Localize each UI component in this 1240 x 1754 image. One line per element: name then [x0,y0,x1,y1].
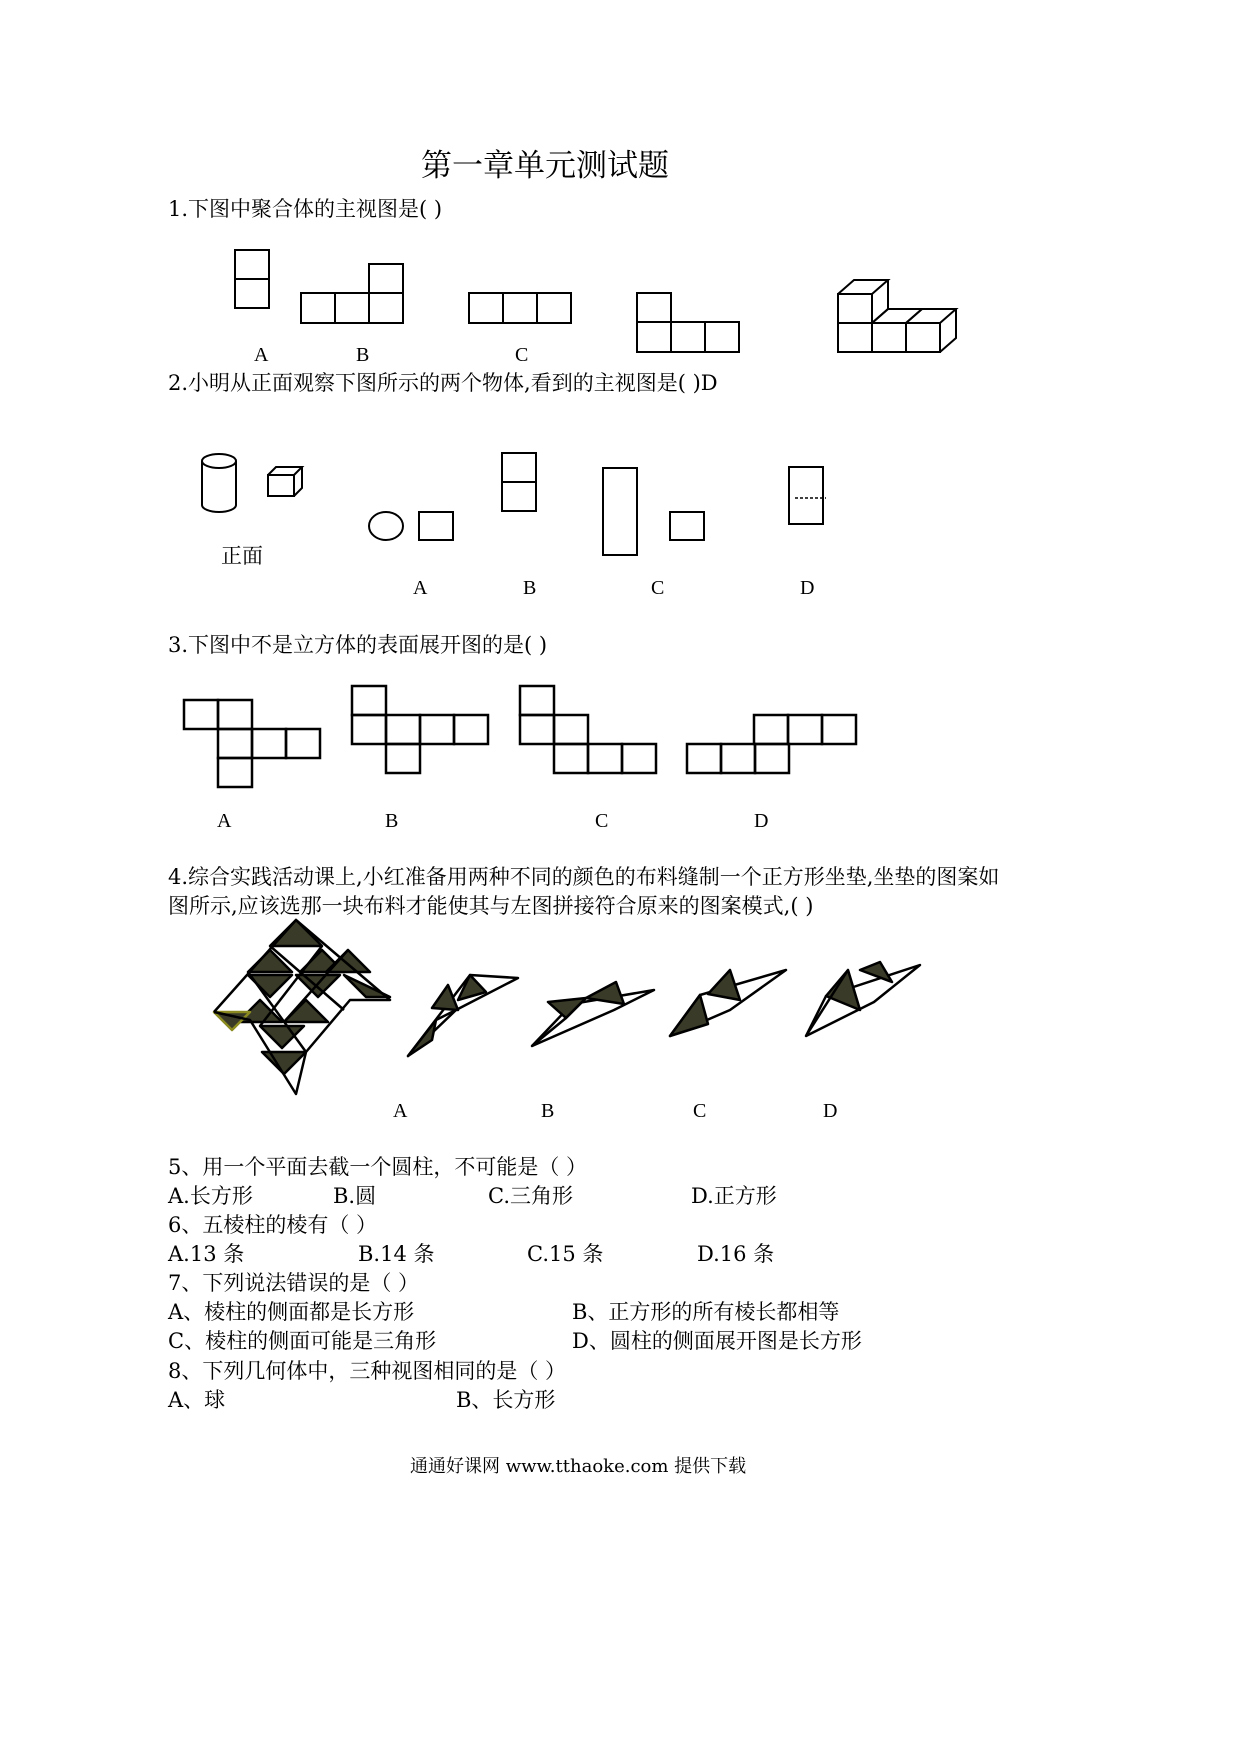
q2-option-d-label: D [800,577,815,599]
q3-option-b-label: B [385,810,399,832]
q6-option-a: A.13 条 [168,1242,245,1266]
q4-option-c-strip [670,966,786,1036]
q7-option-d: D、圆柱的侧面展开图是长方形 [572,1329,862,1353]
q1-option-c-label: C [515,344,529,366]
question-7-text: 7、下列说法错误的是（ ） [168,1271,420,1295]
question-8-text: 8、下列几何体中，三种视图相同的是（ ） [168,1359,567,1383]
q4-option-a-label: A [393,1100,408,1122]
q5-option-b: B.圆 [333,1184,377,1208]
page-title: 第一章单元测试题 [421,148,669,184]
q5-option-a: A.长方形 [168,1184,253,1208]
q7-option-a: A、棱柱的侧面都是长方形 [168,1300,415,1324]
q1-option-a-label: A [254,344,269,366]
q2-option-b-label: B [523,577,537,599]
q5-option-d: D.正方形 [691,1184,777,1208]
q4-option-c-label: C [693,1100,707,1122]
question-4-line-1: 4.综合实践活动课上,小红准备用两种不同的颜色的布料缝制一个正方形坐垫,坐垫的图案如 [168,865,1000,889]
q8-option-b: B、长方形 [456,1388,556,1412]
q2-front-label: 正面 [221,544,263,568]
q1-option-b-label: B [356,344,370,366]
q2-option-c-label: C [651,577,665,599]
q3-option-a-label: A [217,810,232,832]
q5-option-c: C.三角形 [488,1184,573,1208]
q4-cushion-pattern [214,920,390,1074]
question-3-text: 3.下图中不是立方体的表面展开图的是( ) [168,633,548,657]
q2-option-a-label: A [413,577,428,599]
q6-option-b: B.14 条 [358,1242,435,1266]
question-6-text: 6、五棱柱的棱有（ ） [168,1213,378,1237]
q8-option-a: A、球 [168,1388,226,1412]
question-4-line-2: 图所示,应该选那一块布料才能使其与左图拼接符合原来的图案模式,( ) [168,894,814,918]
q3-option-c-label: C [595,810,609,832]
q6-option-d: D.16 条 [697,1242,775,1266]
q4-option-b-label: B [541,1100,555,1122]
page-footer: 通通好课网 www.tthaoke.com 提供下载 [410,1456,747,1477]
q4-option-d-label: D [823,1100,838,1122]
q7-option-b: B、正方形的所有棱长都相等 [572,1300,840,1324]
q7-option-c: C、棱柱的侧面可能是三角形 [168,1329,437,1353]
q4-option-a-strip [408,975,518,1056]
q4-option-b-strip [532,982,654,1046]
question-1-text: 1.下图中聚合体的主视图是( ) [168,197,443,221]
q4-option-d-strip [806,962,920,1036]
q3-option-d-label: D [754,810,769,832]
q6-option-c: C.15 条 [527,1242,604,1266]
question-5-text: 5、用一个平面去截一个圆柱，不可能是（ ） [168,1155,588,1179]
question-2-text: 2.小明从正面观察下图所示的两个物体,看到的主视图是( )D [168,371,718,395]
